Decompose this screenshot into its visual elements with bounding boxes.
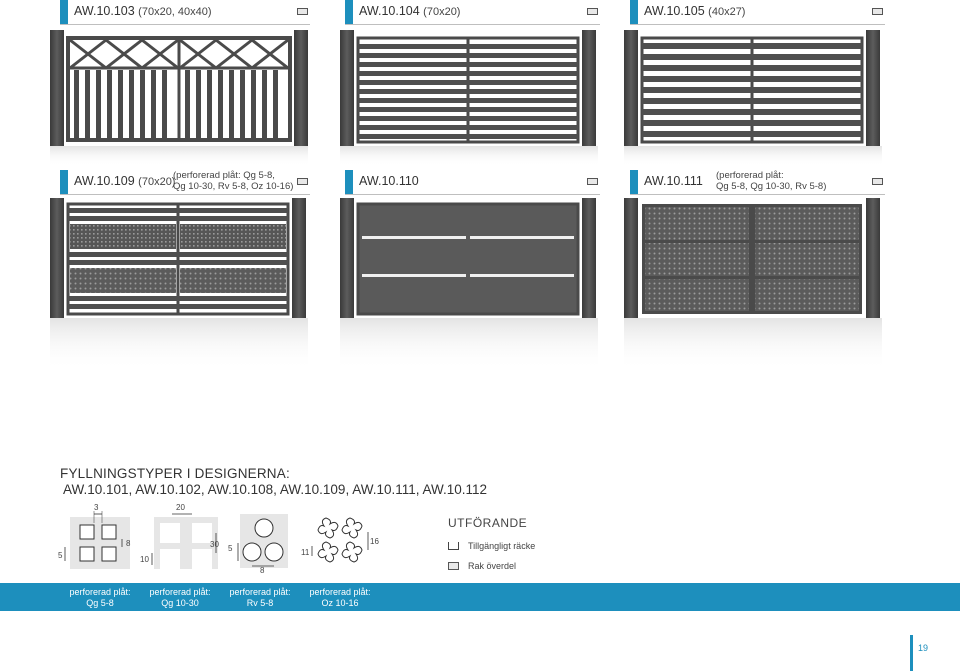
accent-bar: [60, 170, 68, 194]
gate-image-aw10103: [48, 28, 310, 168]
legend-item-handrail: [448, 541, 535, 551]
gate-note-line1: (perforerad plåt: Qg 5-8,: [173, 170, 275, 181]
legend-label: Tillgängligt räcke: [468, 541, 536, 551]
gate-header-3: [630, 0, 885, 24]
band-item-line1: perforerad plåt:: [309, 587, 371, 597]
section-model-list: AW.10.101, AW.10.102, AW.10.108, AW.10.109, AW.10.111, AW.10.112: [63, 482, 488, 497]
gate-image-aw10104: [338, 28, 600, 168]
header-rule: [630, 194, 885, 195]
band-item-qg-10-30: [140, 587, 220, 609]
gate-code: AW.10.111: [644, 174, 703, 188]
gate-note-line2: Qg 5-8, Qg 10-30, Rv 5-8): [716, 181, 827, 192]
accent-bar: [345, 170, 353, 194]
dim-label: 8: [126, 539, 131, 548]
gate-image-aw10105: [622, 28, 884, 168]
pattern-oz-10-16: [300, 512, 380, 573]
flat-top-icon: [297, 178, 308, 185]
accent-bar: [630, 170, 638, 194]
gate-header-5: [345, 170, 600, 194]
dim-label: 20: [176, 503, 185, 512]
gate-note-line1: (perforerad plåt:: [716, 170, 784, 181]
gate-header-4: [60, 170, 310, 194]
dim-label: 11: [301, 548, 310, 557]
page-number: 19: [918, 643, 929, 653]
header-rule: [60, 24, 310, 25]
page-number-bar: [910, 635, 913, 671]
band-item-line2: Rv 5-8: [246, 598, 274, 608]
dim-label: 5: [58, 551, 63, 560]
header-rule: [630, 24, 885, 25]
accent-bar: [345, 0, 353, 24]
gate-code: AW.10.105: [644, 4, 705, 18]
legend-label: Rak överdel: [468, 561, 517, 571]
band-item-oz-10-16: [300, 587, 380, 609]
gate-header-6: [630, 170, 885, 194]
gate-header-2: [345, 0, 600, 24]
dim-label: 10: [140, 555, 149, 564]
flat-top-icon: [587, 8, 598, 15]
band-item-line1: perforerad plåt:: [69, 587, 131, 597]
dim-label: 30: [210, 540, 219, 549]
header-rule: [345, 24, 600, 25]
header-rule: [60, 194, 310, 195]
accent-bar: [60, 0, 68, 24]
gate-dims: (70x20): [138, 176, 176, 188]
utforande-title: UTFÖRANDE: [448, 516, 528, 530]
header-rule: [345, 194, 600, 195]
pattern-qg-5-8: [60, 505, 140, 580]
gate-code: AW.10.103: [74, 4, 135, 18]
gate-code: AW.10.110: [359, 174, 419, 188]
dim-label: 16: [370, 537, 379, 546]
gate-header-1: [60, 0, 310, 24]
band-item-line2: Oz 10-16: [321, 598, 359, 608]
gate-code: AW.10.109: [74, 174, 135, 188]
gate-dims: (70x20): [423, 6, 461, 18]
band-item-line2: Qg 5-8: [86, 598, 114, 608]
flat-top-icon: [297, 8, 308, 15]
dim-label: 3: [94, 503, 99, 512]
u-profile-icon: [448, 542, 459, 550]
gate-dims: (40x27): [708, 6, 746, 18]
flat-top-icon: [448, 562, 459, 570]
gate-note-line2: Qg 10-30, Rv 5-8, Oz 10-16): [173, 181, 294, 192]
band-item-rv-5-8: [220, 587, 300, 609]
pattern-qg-10-30: [140, 503, 233, 580]
gate-code: AW.10.104: [359, 4, 420, 18]
section-title: FYLLNINGSTYPER I DESIGNERNA:: [60, 466, 290, 481]
legend-item-flat-top: [448, 561, 516, 571]
band-item-line2: Qg 10-30: [161, 598, 199, 608]
band-item-line1: perforerad plåt:: [149, 587, 211, 597]
band-item-line1: perforerad plåt:: [229, 587, 291, 597]
flat-top-icon: [872, 8, 883, 15]
gate-image-aw10111: [622, 196, 884, 372]
flat-top-icon: [587, 178, 598, 185]
gate-dims: (70x20, 40x40): [138, 6, 212, 18]
pattern-rv-5-8: [228, 510, 298, 579]
flat-top-icon: [872, 178, 883, 185]
band-item-qg-5-8: [60, 587, 140, 609]
gate-image-aw10110: [338, 196, 600, 372]
dim-label: 5: [228, 544, 233, 553]
dim-label: 8: [260, 566, 265, 575]
gate-image-aw10109: [48, 196, 310, 372]
accent-bar: [630, 0, 638, 24]
